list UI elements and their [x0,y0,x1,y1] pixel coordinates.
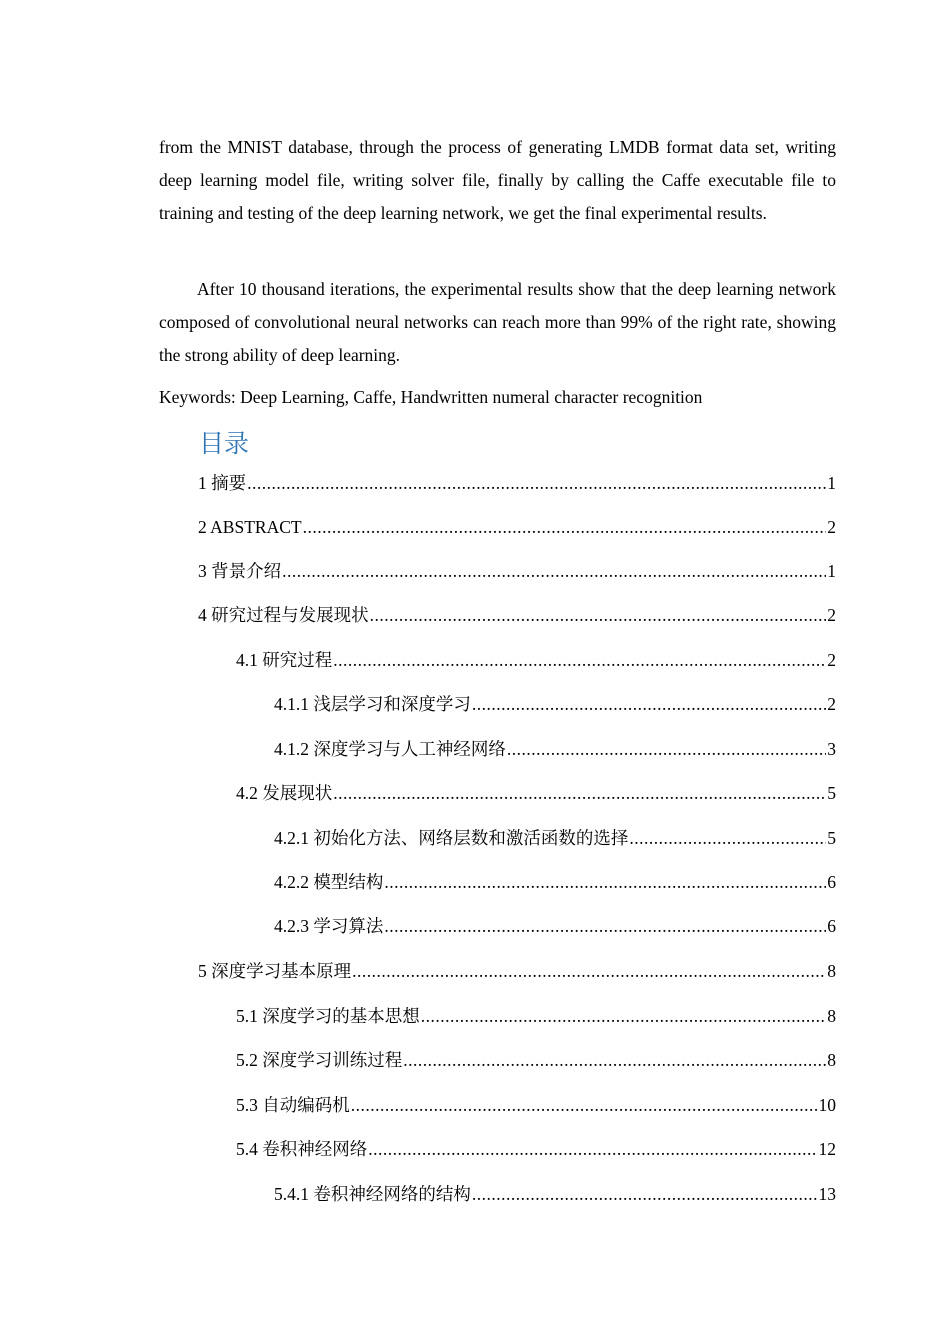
toc-entry[interactable] [274,825,836,851]
toc-entry-title: 1 摘要 [198,473,247,493]
toc-leader [333,647,826,673]
toc-entry[interactable] [198,470,836,496]
toc-entry-title: 4.1.2 深度学习与人工神经网络 [274,739,506,759]
toc-entry[interactable] [236,1092,836,1118]
toc-leader [507,736,826,762]
toc-entry-title: 4.2 发展现状 [236,783,333,803]
toc-entry[interactable] [198,602,836,628]
toc-entry[interactable] [236,780,836,806]
toc-leader [368,1136,817,1162]
toc-leader [247,470,826,496]
toc-leader [472,1181,818,1207]
toc-entry-title: 4.2.1 初始化方法、网络层数和激活函数的选择 [274,828,629,848]
toc-entry-title: 4 研究过程与发展现状 [198,605,369,625]
toc-entry-page: 8 [827,1050,836,1070]
toc-entry-title: 4.2.3 学习算法 [274,916,384,936]
toc-entry-title: 4.2.2 模型结构 [274,872,384,892]
toc-leader [384,869,826,895]
toc-entry-title: 5.2 深度学习训练过程 [236,1050,403,1070]
toc-entry[interactable] [274,736,836,762]
toc-entry[interactable] [198,558,836,584]
toc-entry-title: 5.4 卷积神经网络 [236,1139,368,1159]
toc-leader [351,1092,818,1118]
toc-leader [472,691,826,717]
toc-leader [403,1047,826,1073]
abstract-paragraph-1: from the MNIST database, through the process of generating LMDB format data set, writing deep learning model file, writing solver file, finally by calling the Caffe executable file to training and testing of the deep learning network, we get the final experimental results. [159,137,836,223]
toc-entry-page: 10 [818,1095,836,1115]
toc-entry-page: 2 [827,517,836,537]
toc-entry[interactable] [236,647,836,673]
toc-entry-page: 5 [827,783,836,803]
toc-entry-page: 6 [827,872,836,892]
toc-entry-page: 1 [827,561,836,581]
toc-entry[interactable] [198,514,836,540]
toc-entry-title: 5 深度学习基本原理 [198,961,352,981]
toc-heading: 目录 [199,429,250,458]
toc-entry-title: 3 背景介绍 [198,561,282,581]
toc-entry-page: 12 [818,1139,836,1159]
toc-entry[interactable] [274,1181,836,1207]
toc-entry-page: 6 [827,916,836,936]
toc-entry-page: 8 [827,961,836,981]
keywords-line: Keywords: Deep Learning, Caffe, Handwritten numeral character recognition [159,387,703,407]
toc-leader [282,558,826,584]
toc-entry-page: 3 [827,739,836,759]
toc-entry-title: 4.1 研究过程 [236,650,333,670]
toc-entry-title: 5.4.1 卷积神经网络的结构 [274,1184,471,1204]
toc-entry-title: 5.1 深度学习的基本思想 [236,1006,420,1026]
toc-leader [421,1003,827,1029]
toc-entry-page: 13 [818,1184,836,1204]
toc-leader [629,825,826,851]
toc-entry[interactable] [236,1003,836,1029]
toc-entry-page: 1 [827,473,836,493]
toc-entry[interactable] [274,913,836,939]
toc-entry-title: 4.1.1 浅层学习和深度学习 [274,694,471,714]
toc-entry[interactable] [236,1047,836,1073]
toc-entry[interactable] [236,1136,836,1162]
abstract-paragraph-2: After 10 thousand iterations, the experimental results show that the deep learning network composed of convolutional neural networks can reach more than 99% of the right rate, showing the strong ability of deep learning. [159,279,836,365]
toc-leader [333,780,826,806]
toc-entry[interactable] [198,958,836,984]
toc-entry-page: 2 [827,650,836,670]
toc-entry[interactable] [274,869,836,895]
toc-leader [384,913,826,939]
toc-entry-page: 2 [827,605,836,625]
toc-entry-title: 5.3 自动编码机 [236,1095,350,1115]
toc-entry-title: 2 ABSTRACT [198,517,302,537]
toc-entry-page: 5 [827,828,836,848]
toc-entry-page: 2 [827,694,836,714]
toc-entry[interactable] [274,691,836,717]
toc-leader [370,602,827,628]
toc-leader [303,514,827,540]
toc-leader [352,958,826,984]
toc-entry-page: 8 [827,1006,836,1026]
